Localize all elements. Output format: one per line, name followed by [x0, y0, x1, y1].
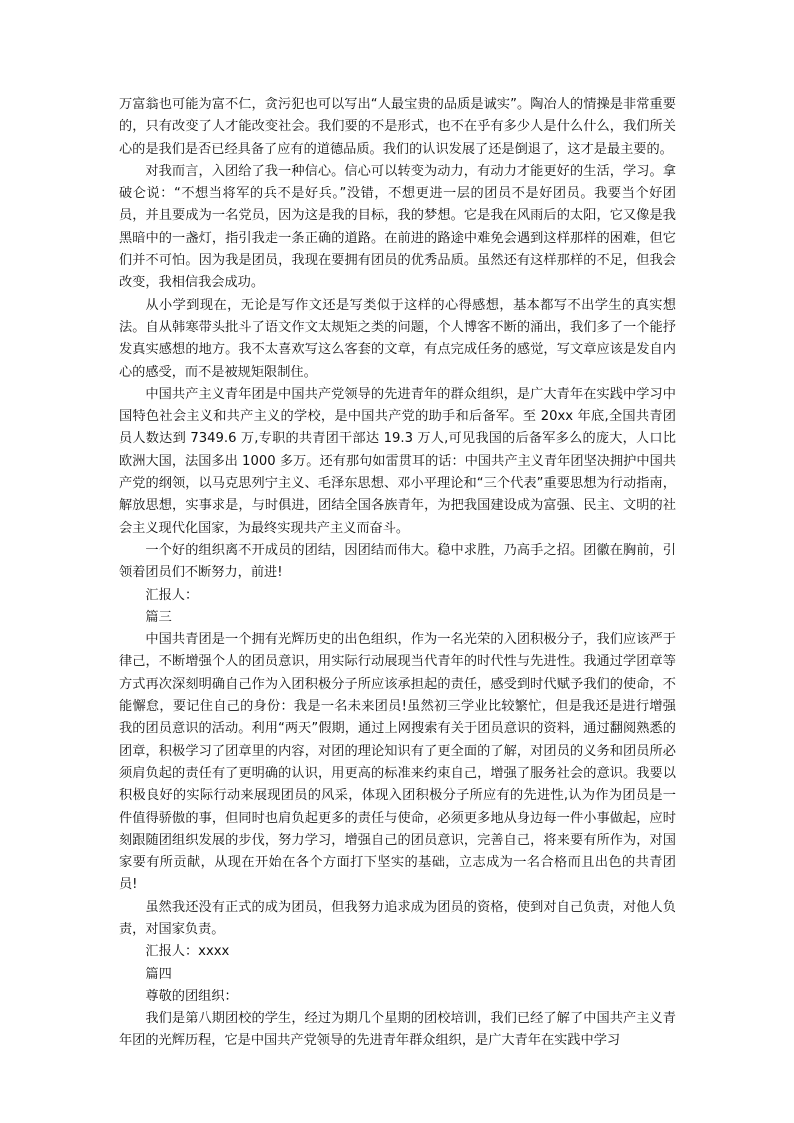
paragraph: 万富翁也可能为富不仁，贪污犯也可以写出“人最宝贵的品质是诚实”。陶冶人的情操是非常重要的，只有改变了人才能改变社会。我们要的不是形式，也不在乎有多少人是什么什么，我们所关心的是我们是否已经具备了应有的道德品质。我们的认识发展了还是倒退了，这才是最主要的。: [119, 97, 676, 157]
section-heading: 篇四: [145, 966, 172, 982]
paragraph: 从小学到现在，无论是写作文还是写类似于这样的心得感想，基本都写不出学生的真实想法。自从韩寒带头批斗了语文作文太规矩之类的问题，个人博客不断的涌出，我们多了一个能抒发真实感想的地方。我不太喜欢写这么客套的文章，有点完成任务的感觉，写文章应该是发自内心的感受，而不是被规矩限制住。: [119, 297, 676, 380]
paragraph: 中国共青团是一个拥有光辉历史的出色组织，作为一名光荣的入团积极分子，我们应该严于律己，不断增强个人的团员意识，用实际行动展现当代青年的时代性与先进性。我通过学团章等方式再次深刻明确自己作为入团积极分子所应该承担起的责任，感受到时代赋予我们的使命，不能懈怠，要记住自己的身份：我是一名未来团员!虽然初三学业比较繁忙，但是我还是进行增强我的团员意识的活动。利用“两天”假期，通过上网搜索有关于团员意识的资料，通过翻阅熟悉的团章，积极学习了团章里的内容，对团的理论知识有了更全面的了解，对团员的义务和团员所必须肩负起的责任有了更明确的认识，用更高的标准来约束自己，增强了服务社会的意识。我要以积极良好的实际行动来展现团员的风采，体现入团积极分子所应有的先进性,认为作为团员是一件值得骄傲的事，但同时也肩负起更多的责任与使命，必须更多地从身边每一件小事做起，应时刻跟随团组织发展的步伐，努力学习，增强自己的团员意识，完善自己，将来要有所作为，对国家要有所贡献，从现在开始在各个方面打下坚实的基础，立志成为一名合格而且出色的共青团员!: [119, 632, 676, 893]
reporter-line: 汇报人：: [145, 587, 199, 603]
reporter-line: 汇报人：xxxx: [145, 944, 230, 960]
paragraph: 一个好的组织离不开成员的团结，因团结而伟大。稳中求胜，乃高手之招。团徽在胸前，引领着团员们不断努力，前进!: [119, 542, 676, 581]
section-heading: 篇三: [145, 609, 172, 625]
paragraph: 对我而言，入团给了我一种信心。信心可以转变为动力，有动力才能更好的生活，学习。拿破仑说：“不想当将军的兵不是好兵。”没错，不想更进一层的团员不是好团员。我要当个好团员，并且要成为一名党员，因为这是我的目标，我的梦想。它是我在风雨后的太阳，它又像是我黑暗中的一盏灯，指引我走一条正确的道路。在前进的路途中难免会遇到这样那样的困难，但它们并不可怕。因为我是团员，我现在要拥有团员的优秀品质。虽然还有这样那样的不足，但我会改变，我相信我会成功。: [119, 163, 676, 291]
document-page: [119, 94, 676, 1053]
salutation: 尊敬的团组织：: [145, 988, 238, 1004]
paragraph: 中国共产主义青年团是中国共产党领导的先进青年的群众组织，是广大青年在实践中学习中国特色社会主义和共产主义的学校，是中国共产党的助手和后备军。至 20xx 年底,全国共青团员人数达到 7349.6 万,专职的共青团干部达 19.3 万人,可见我国的后备军多么的庞大，人口比欧洲大国，法国多出 1000 多万。还有那句如雷贯耳的话：中国共产主义青年团坚决拥护中国共产党的纲领，以马克思列宁主义、毛泽东思想、邓小平理论和“三个代表”重要思想为行动指南，解放思想，实事求是，与时俱进，团结全国各族青年，为把我国建设成为富强、民主、文明的社会主义现代化国家，为最终实现共产主义而奋斗。: [119, 386, 676, 536]
paragraph: 我们是第八期团校的学生，经过为期几个星期的团校培训，我们已经了解了中国共产主义青年团的光辉历程，它是中国共产党领导的先进青年群众组织，是广大青年在实践中学习: [119, 1011, 676, 1049]
paragraph: 虽然我还没有正式的成为团员，但我努力追求成为团员的资格，使到对自己负责，对他人负责，对国家负责。: [119, 899, 676, 937]
